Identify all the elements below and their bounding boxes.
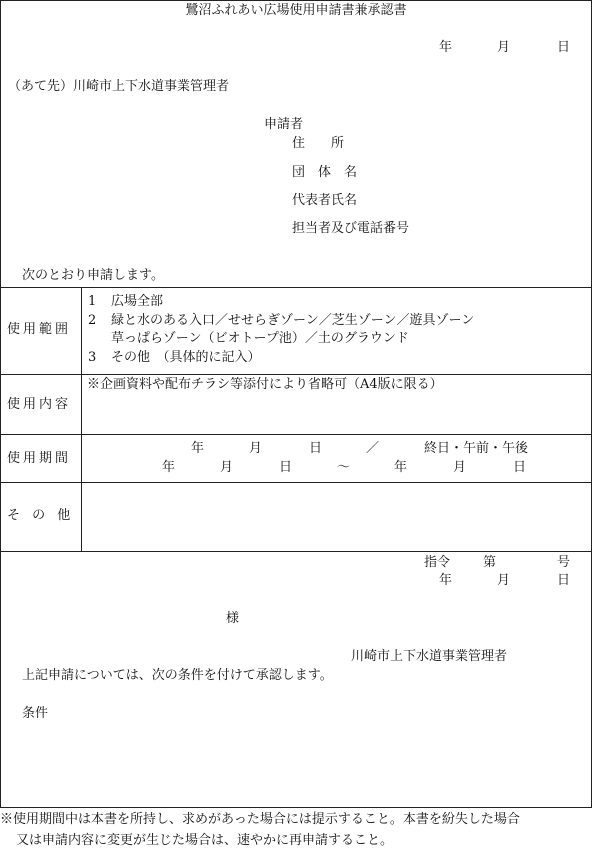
range-item-3-number: 3: [88, 350, 97, 365]
period-line1-separator: ／: [366, 441, 380, 456]
date-month-label: 月: [497, 40, 511, 55]
footnote-line-2: 又は申請内容に変更が生じた場合は、速やかに再申請すること。: [16, 833, 394, 848]
row-divider-other-top: [0, 482, 592, 483]
range-item-2-number: 2: [88, 313, 97, 328]
period-start-day: 日: [279, 460, 293, 475]
period-tilde: ～: [337, 460, 351, 475]
date-day-label: 日: [557, 40, 571, 55]
other-label: そ の 他: [7, 508, 75, 523]
period-time-options: 終日・午前・午後: [424, 441, 529, 456]
applicant-contact-label: 担当者及び電話番号: [292, 221, 410, 236]
period-start-year: 年: [162, 460, 176, 475]
approval-date-month: 月: [497, 573, 511, 588]
approval-statement: 上記申請については、次の条件を付けて承認します。: [22, 668, 333, 683]
content-label: 使用内容: [7, 397, 72, 412]
addressee: （あて先）川崎市上下水道事業管理者: [8, 79, 230, 94]
label-column-divider: [81, 287, 82, 551]
footnote-line-1: ※使用期間中は本書を所持し、求めがあった場合には提示すること。本書を紛失した場合: [0, 812, 520, 827]
row-divider-approval-top: [0, 551, 592, 552]
range-item-1-number: 1: [88, 294, 97, 309]
range-item-2-continued: 草っぱらゾーン（ビオトープ池）／土のグラウンド: [111, 331, 409, 346]
recipient-honorific: 様: [226, 611, 240, 626]
document-title: 鷺沼ふれあい広場使用申請書兼承認書: [185, 3, 407, 18]
range-item-3-text: その他 （具体的に記入）: [111, 350, 261, 365]
approval-issuer: 川崎市上下水道事業管理者: [351, 649, 508, 664]
period-line1-year: 年: [191, 441, 205, 456]
content-note: ※企画資料や配布チラシ等添付により省略可（A4版に限る）: [87, 377, 443, 392]
frame-top-border: [0, 0, 592, 1]
applicant-org-name-label: 団 体 名: [292, 165, 358, 180]
applicant-address-label: 住 所: [292, 136, 345, 151]
period-start-month: 月: [220, 460, 234, 475]
order-number-prefix: 指令: [424, 555, 451, 570]
frame-left-border: [0, 0, 1, 808]
period-line1-month: 月: [249, 441, 263, 456]
period-label: 使用期間: [7, 451, 72, 466]
intro-text: 次のとおり申請します。: [22, 268, 164, 283]
order-number-go: 号: [557, 555, 571, 570]
approval-date-day: 日: [557, 573, 571, 588]
date-year-label: 年: [439, 40, 453, 55]
range-item-1-text: 広場全部: [111, 294, 164, 309]
conditions-label: 条件: [22, 706, 49, 721]
frame-bottom-border: [0, 807, 592, 808]
period-line1-day: 日: [309, 441, 323, 456]
order-number-dai: 第: [483, 555, 497, 570]
period-end-year: 年: [394, 460, 408, 475]
period-end-day: 日: [513, 460, 527, 475]
range-label: 使用範囲: [7, 322, 72, 337]
range-item-2-text: 緑と水のある入口／せせらぎゾーン／芝生ゾーン／遊具ゾーン: [111, 313, 475, 328]
row-divider-range-top: [0, 287, 592, 288]
approval-date-year: 年: [439, 573, 453, 588]
applicant-heading: 申請者: [264, 117, 304, 132]
row-divider-period-top: [0, 434, 592, 435]
row-divider-content-top: [0, 374, 592, 375]
applicant-representative-label: 代表者氏名: [292, 193, 358, 208]
period-end-month: 月: [453, 460, 467, 475]
